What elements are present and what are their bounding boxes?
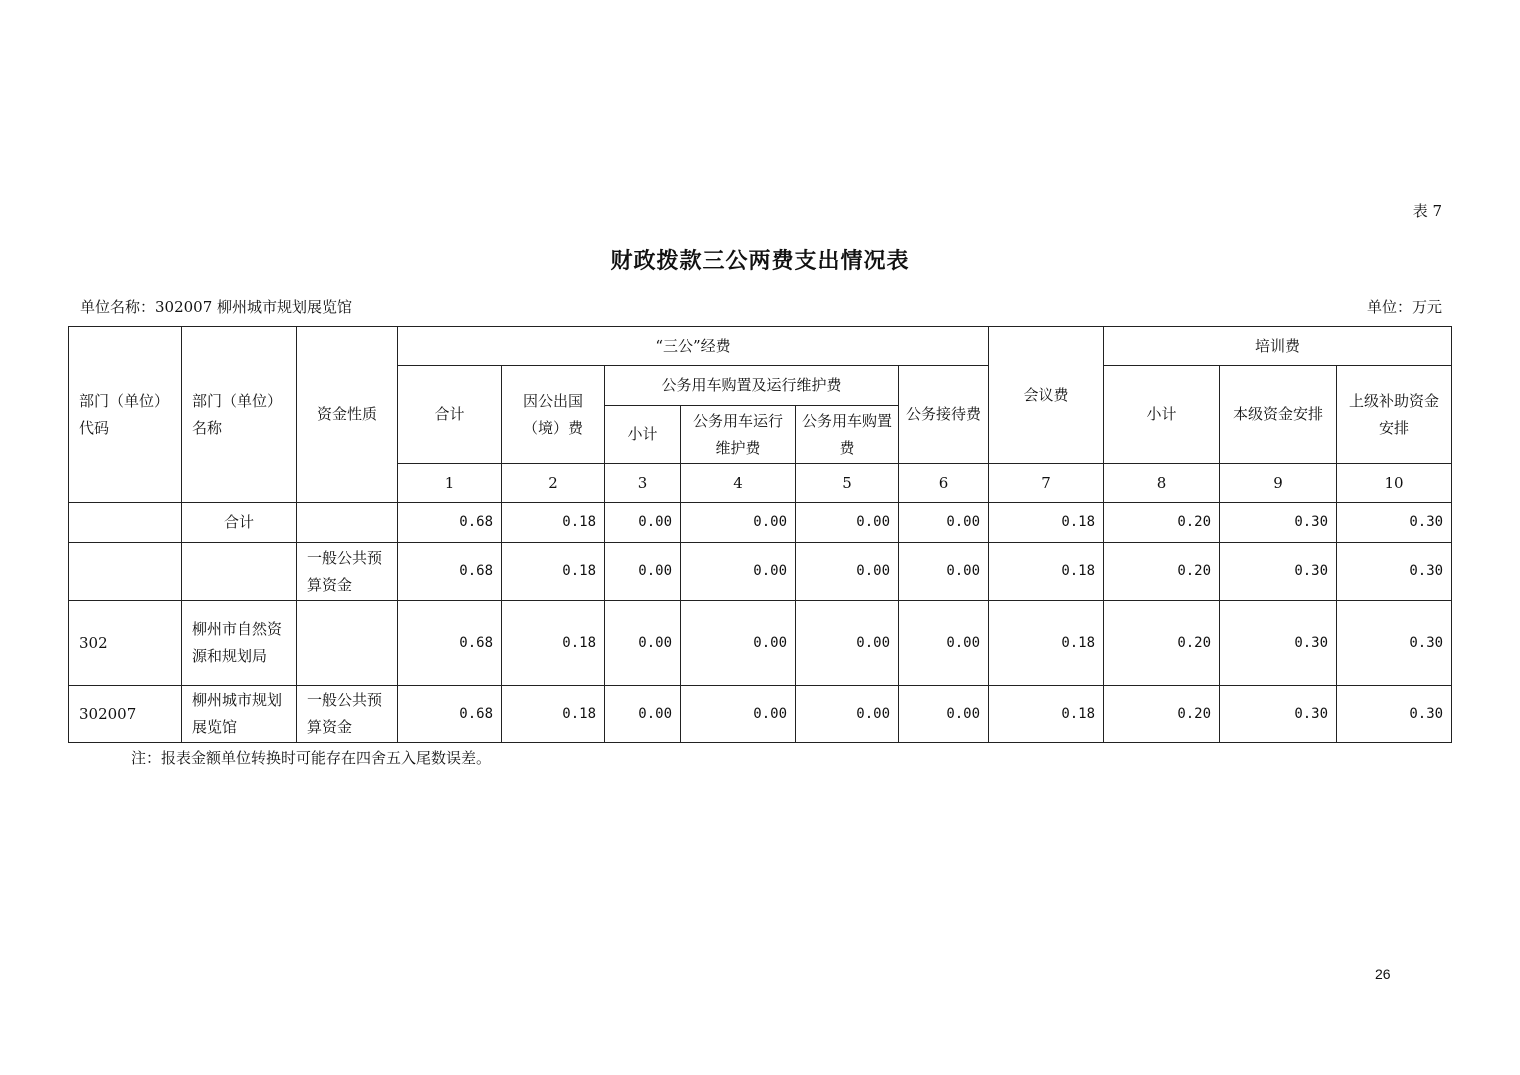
cell-value: 0.20 bbox=[1104, 686, 1220, 743]
header-vehicle-buy: 公务用车购置费 bbox=[796, 406, 899, 464]
header-train-upper: 上级补助资金安排 bbox=[1337, 366, 1452, 464]
cell-value: 0.00 bbox=[605, 601, 681, 686]
cell-fund-type: 一般公共预算资金 bbox=[297, 543, 398, 601]
cell-value: 0.00 bbox=[899, 601, 989, 686]
table-row bbox=[69, 503, 1452, 543]
header-fund-type: 资金性质 bbox=[297, 327, 398, 503]
col-number: 8 bbox=[1104, 464, 1220, 503]
cell-dept-code bbox=[69, 543, 182, 601]
cell-value: 0.18 bbox=[502, 543, 605, 601]
header-vehicle: 公务用车购置及运行维护费 bbox=[605, 366, 899, 406]
cell-dept-code: 302007 bbox=[69, 686, 182, 743]
cell-value: 0.30 bbox=[1337, 601, 1452, 686]
header-dept-name: 部门（单位）名称 bbox=[182, 327, 297, 503]
cell-fund-type bbox=[297, 601, 398, 686]
cell-value: 0.30 bbox=[1337, 503, 1452, 543]
cell-value: 0.68 bbox=[398, 686, 502, 743]
header-sangong: “三公”经费 bbox=[398, 327, 989, 366]
cell-value: 0.30 bbox=[1220, 503, 1337, 543]
header-reception: 公务接待费 bbox=[899, 366, 989, 464]
table-number: 表 7 bbox=[1412, 202, 1442, 220]
cell-value: 0.30 bbox=[1220, 686, 1337, 743]
unit-name: 单位名称：302007 柳州城市规划展览馆 bbox=[80, 298, 353, 316]
header-vehicle-subtotal: 小计 bbox=[605, 406, 681, 464]
header-training: 培训费 bbox=[1104, 327, 1452, 366]
cell-value: 0.68 bbox=[398, 601, 502, 686]
cell-value: 0.00 bbox=[796, 601, 899, 686]
cell-value: 0.00 bbox=[899, 686, 989, 743]
col-number: 1 bbox=[398, 464, 502, 503]
report-title: 财政拨款三公两费支出情况表 bbox=[610, 249, 910, 274]
cell-value: 0.18 bbox=[502, 686, 605, 743]
cell-value: 0.18 bbox=[502, 601, 605, 686]
cell-value: 0.00 bbox=[681, 686, 796, 743]
table-row bbox=[69, 543, 1452, 601]
page-number: 26 bbox=[1375, 966, 1391, 982]
col-number: 7 bbox=[989, 464, 1104, 503]
col-number: 2 bbox=[502, 464, 605, 503]
cell-dept-name bbox=[182, 543, 297, 601]
currency-unit: 单位：万元 bbox=[1366, 298, 1442, 316]
cell-value: 0.20 bbox=[1104, 503, 1220, 543]
cell-value: 0.18 bbox=[989, 686, 1104, 743]
cell-fund-type: 一般公共预算资金 bbox=[297, 686, 398, 743]
cell-value: 0.00 bbox=[796, 543, 899, 601]
cell-value: 0.20 bbox=[1104, 601, 1220, 686]
cell-value: 0.30 bbox=[1337, 686, 1452, 743]
footnote: 注：报表金额单位转换时可能存在四舍五入尾数误差。 bbox=[131, 749, 492, 767]
cell-value: 0.00 bbox=[681, 543, 796, 601]
cell-value: 0.18 bbox=[989, 503, 1104, 543]
cell-value: 0.30 bbox=[1220, 543, 1337, 601]
cell-dept-name: 柳州市自然资源和规划局 bbox=[182, 601, 297, 686]
cell-dept-code: 302 bbox=[69, 601, 182, 686]
cell-value: 0.68 bbox=[398, 503, 502, 543]
col-number: 4 bbox=[681, 464, 796, 503]
cell-value: 0.00 bbox=[605, 503, 681, 543]
header-vehicle-run: 公务用车运行维护费 bbox=[681, 406, 796, 464]
cell-value: 0.18 bbox=[989, 601, 1104, 686]
cell-value: 0.00 bbox=[681, 503, 796, 543]
header-train-local: 本级资金安排 bbox=[1220, 366, 1337, 464]
col-number: 5 bbox=[796, 464, 899, 503]
cell-dept-name: 柳州城市规划展览馆 bbox=[182, 686, 297, 743]
cell-value: 0.00 bbox=[605, 543, 681, 601]
cell-dept-name: 合计 bbox=[182, 503, 297, 543]
header-dept-code: 部门（单位）代码 bbox=[69, 327, 182, 503]
header-abroad: 因公出国（境）费 bbox=[502, 366, 605, 464]
col-number: 3 bbox=[605, 464, 681, 503]
cell-value: 0.68 bbox=[398, 543, 502, 601]
data-rows bbox=[69, 503, 1452, 743]
cell-value: 0.18 bbox=[989, 543, 1104, 601]
table-row bbox=[69, 686, 1452, 743]
cell-value: 0.30 bbox=[1220, 601, 1337, 686]
cell-value: 0.00 bbox=[605, 686, 681, 743]
header-total: 合计 bbox=[398, 366, 502, 464]
col-number: 9 bbox=[1220, 464, 1337, 503]
table-row bbox=[69, 601, 1452, 686]
cell-value: 0.00 bbox=[899, 543, 989, 601]
col-number: 10 bbox=[1337, 464, 1452, 503]
cell-fund-type bbox=[297, 503, 398, 543]
cell-value: 0.30 bbox=[1337, 543, 1452, 601]
cell-value: 0.20 bbox=[1104, 543, 1220, 601]
cell-value: 0.00 bbox=[796, 503, 899, 543]
header-train-subtotal: 小计 bbox=[1104, 366, 1220, 464]
cell-dept-code bbox=[69, 503, 182, 543]
col-number: 6 bbox=[899, 464, 989, 503]
cell-value: 0.00 bbox=[796, 686, 899, 743]
cell-value: 0.00 bbox=[681, 601, 796, 686]
header-meeting: 会议费 bbox=[989, 327, 1104, 464]
cell-value: 0.00 bbox=[899, 503, 989, 543]
expense-table bbox=[68, 326, 1452, 743]
cell-value: 0.18 bbox=[502, 503, 605, 543]
